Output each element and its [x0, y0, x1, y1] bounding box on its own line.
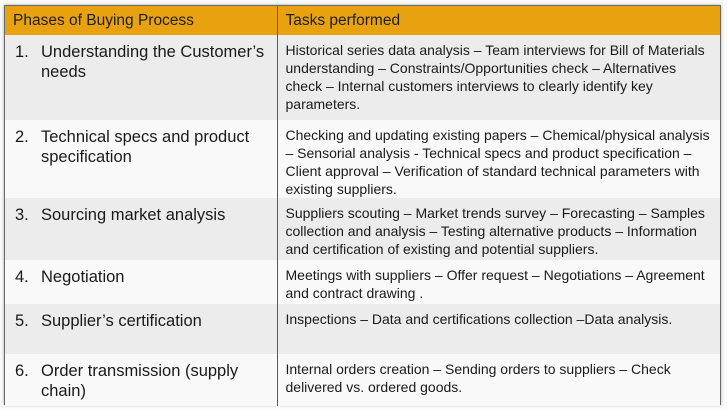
- tasks-cell: Meetings with suppliers – Offer request – Negotiations – Agreement and contract drawing .: [285, 267, 705, 301]
- phases-table: [5, 6, 720, 406]
- tasks-cell: Historical series data analysis – Team interviews for Bill of Materials understanding – Constraints/Opportunities check – Alternatives check – Internal customers interviews to clearly identify key parameters.: [285, 42, 705, 112]
- table-row: [5, 304, 720, 354]
- phase-cell: [5, 35, 277, 120]
- tasks-cell: Internal orders creation – Sending orders to suppliers – Check delivered vs. ordered goods.: [285, 361, 671, 395]
- header-phases: Phases of Buying Process: [5, 6, 277, 35]
- phase-cell: [5, 354, 277, 406]
- table-row: [5, 120, 720, 198]
- table-row: [5, 354, 720, 406]
- phase-cell: [5, 120, 277, 198]
- phase-number: 3.: [15, 206, 29, 224]
- tasks-cell: Checking and updating existing papers – Chemical/physical analysis – Sensorial analysis - Technical specs and product specification –Client approval – Verification of standard technical parameters with existing suppliers.: [285, 127, 710, 197]
- phase-number: 4.: [15, 268, 29, 286]
- phase-number: 5.: [15, 312, 29, 330]
- table-row: [5, 260, 720, 304]
- phase-label: Negotiation: [41, 268, 125, 286]
- phase-cell: [5, 304, 277, 354]
- table-row: [5, 198, 720, 260]
- phase-label: Order transmission (supply chain): [41, 362, 239, 400]
- tasks-cell: Inspections – Data and certifications collection –Data analysis.: [285, 311, 673, 327]
- phase-number: 2.: [15, 128, 29, 146]
- phase-number: 6.: [15, 362, 29, 380]
- phases-table-container: [4, 5, 721, 405]
- table-row: [5, 35, 720, 120]
- phase-number: 1.: [15, 43, 29, 61]
- phase-label: Technical specs and product specification: [41, 128, 250, 166]
- tasks-cell: Suppliers scouting – Market trends survey – Forecasting – Samples collection and analysis – Testing alternative products – Information and certification of existing and potential suppliers.: [285, 205, 705, 257]
- phase-label: Understanding the Customer’s needs: [41, 43, 265, 81]
- phase-cell: [5, 260, 277, 304]
- phase-cell: [5, 198, 277, 260]
- table-header-row: [5, 6, 720, 35]
- phase-label: Supplier’s certification: [41, 312, 202, 330]
- phase-label: Sourcing market analysis: [41, 206, 226, 224]
- header-tasks: Tasks performed: [285, 11, 401, 29]
